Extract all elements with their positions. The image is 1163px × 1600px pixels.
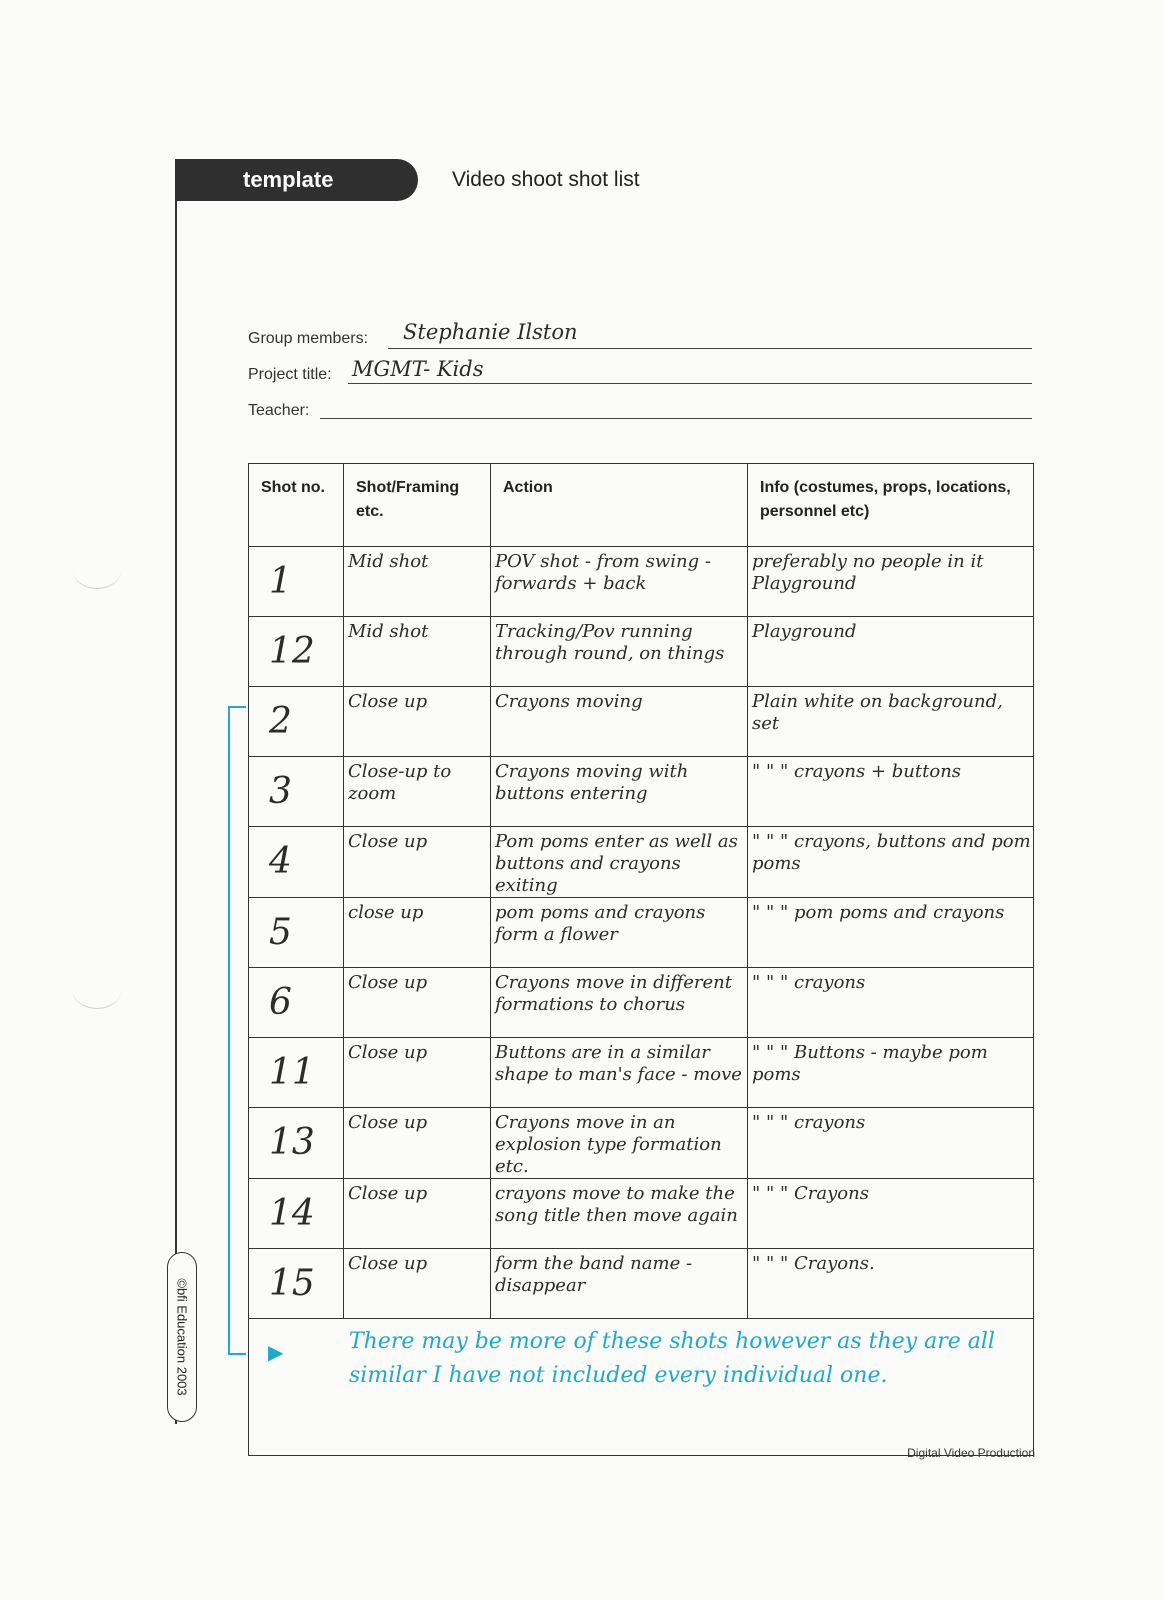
teacher-line [320, 418, 1032, 419]
framing-text: Close up [348, 1253, 428, 1274]
framing-cell[interactable] [344, 1249, 491, 1319]
group-members-line [388, 348, 1032, 349]
shot-number-text: 11 [269, 1052, 315, 1093]
project-title-label: Project title: [248, 366, 332, 383]
action-text: Buttons are in a similar shape to man's face - move [495, 1042, 742, 1085]
info-text: " " " Crayons [752, 1183, 869, 1204]
action-cell[interactable] [491, 547, 748, 617]
punch-hole-top [72, 548, 122, 589]
framing-text: Close up [348, 972, 428, 993]
framing-cell[interactable] [344, 827, 491, 898]
template-tab [175, 159, 418, 201]
action-cell[interactable] [491, 1179, 748, 1249]
info-cell[interactable] [748, 898, 1034, 968]
info-text: " " " crayons [752, 972, 866, 993]
group-members-label: Group members: [248, 330, 369, 347]
template-tab-label: template [243, 167, 334, 192]
action-text: Crayons move in an explosion type formation etc. [495, 1112, 722, 1177]
info-text: " " " pom poms and crayons [752, 902, 1005, 923]
arrow-icon: ▶ [268, 1342, 284, 1364]
shot-number-text: 12 [269, 631, 315, 672]
shot-number-cell[interactable] [249, 1108, 344, 1179]
info-cell[interactable] [748, 547, 1034, 617]
info-cell[interactable] [748, 757, 1034, 827]
shot-number-text: 2 [269, 701, 292, 742]
action-text: pom poms and crayons form a flower [495, 902, 706, 945]
framing-cell[interactable] [344, 1038, 491, 1108]
shot-number-cell[interactable] [249, 1179, 344, 1249]
framing-text: Mid shot [348, 551, 429, 572]
framing-cell[interactable] [344, 547, 491, 617]
framing-cell[interactable] [344, 1108, 491, 1179]
shot-number-text: 15 [269, 1263, 315, 1304]
column-header: Action [491, 464, 748, 547]
info-cell[interactable] [748, 827, 1034, 898]
shot-number-text: 5 [269, 912, 292, 953]
copyright-badge [167, 1252, 197, 1422]
info-text: " " " crayons, buttons and pom poms [752, 831, 1031, 874]
shot-number-cell[interactable] [249, 1249, 344, 1319]
framing-text: Close up [348, 1112, 428, 1133]
info-text: preferably no people in it Playground [752, 551, 984, 594]
info-cell[interactable] [748, 617, 1034, 687]
info-text: Playground [752, 621, 857, 642]
action-cell[interactable] [491, 898, 748, 968]
table-row [249, 827, 1034, 898]
info-cell[interactable] [748, 1249, 1034, 1319]
action-text: crayons move to make the song title then move again [495, 1183, 738, 1226]
punch-hole-bottom [72, 968, 122, 1009]
shot-number-text: 13 [269, 1122, 315, 1163]
framing-cell[interactable] [344, 968, 491, 1038]
table-row [249, 1108, 1034, 1179]
note-cell[interactable] [249, 1319, 1034, 1456]
info-text: " " " Buttons - maybe pom poms [752, 1042, 988, 1085]
action-cell[interactable] [491, 1108, 748, 1179]
action-cell[interactable] [491, 757, 748, 827]
framing-text: Close up [348, 691, 428, 712]
table-row [249, 687, 1034, 757]
action-cell[interactable] [491, 968, 748, 1038]
framing-cell[interactable] [344, 1179, 491, 1249]
table-row [249, 1038, 1034, 1108]
column-header: Shot no. [249, 464, 344, 547]
action-cell[interactable] [491, 617, 748, 687]
column-header: Info (costumes, props, locations, personnel etc) [748, 464, 1034, 547]
info-cell[interactable] [748, 1108, 1034, 1179]
info-cell[interactable] [748, 1179, 1034, 1249]
table-row [249, 757, 1034, 827]
shot-number-cell[interactable] [249, 898, 344, 968]
footer-text: Digital Video Production [907, 1446, 1035, 1460]
shot-number-cell[interactable] [249, 1038, 344, 1108]
action-text: Crayons move in different formations to chorus [495, 972, 732, 1015]
framing-cell[interactable] [344, 757, 491, 827]
info-text: " " " crayons [752, 1112, 866, 1133]
note-row [249, 1319, 1034, 1456]
shot-number-cell[interactable] [249, 827, 344, 898]
framing-text: Close up [348, 1183, 428, 1204]
action-text: Pom poms enter as well as buttons and crayons exiting [495, 831, 738, 896]
framing-cell[interactable] [344, 687, 491, 757]
action-cell[interactable] [491, 1249, 748, 1319]
table-row [249, 1249, 1034, 1319]
table-row [249, 898, 1034, 968]
action-text: Crayons moving with buttons entering [495, 761, 689, 804]
shot-number-cell[interactable] [249, 968, 344, 1038]
info-cell[interactable] [748, 1038, 1034, 1108]
table-header-row [249, 464, 1034, 547]
shot-list-table [248, 463, 1034, 1456]
info-text: " " " Crayons. [752, 1253, 875, 1274]
action-text: Tracking/Pov running through round, on things [495, 621, 725, 664]
framing-text: close up [348, 902, 424, 923]
group-members-value[interactable]: Stephanie Ilston [403, 320, 578, 344]
annotation-bracket [228, 706, 246, 1355]
framing-text: Close-up to zoom [348, 761, 452, 804]
action-cell[interactable] [491, 827, 748, 898]
shot-number-cell[interactable] [249, 687, 344, 757]
project-title-line [348, 383, 1032, 384]
shot-number-text: 14 [269, 1193, 315, 1234]
action-text: Crayons moving [495, 691, 643, 712]
shot-number-text: 1 [269, 561, 292, 602]
table-row [249, 547, 1034, 617]
note-text: There may be more of these shots however as they are all similar I have not included every individual one. [349, 1329, 995, 1388]
action-text: POV shot - from swing - forwards + back [495, 551, 711, 594]
framing-cell[interactable] [344, 898, 491, 968]
framing-text: Close up [348, 831, 428, 852]
shot-number-cell[interactable] [249, 547, 344, 617]
shot-number-text: 4 [269, 841, 292, 882]
shot-number-text: 3 [269, 771, 292, 812]
info-text: " " " crayons + buttons [752, 761, 962, 782]
left-margin-rule [175, 199, 177, 1424]
action-cell[interactable] [491, 1038, 748, 1108]
table-row [249, 617, 1034, 687]
framing-text: Mid shot [348, 621, 429, 642]
shot-number-text: 6 [269, 982, 292, 1023]
column-header: Shot/Framing etc. [344, 464, 491, 547]
table-row [249, 1179, 1034, 1249]
framing-cell[interactable] [344, 617, 491, 687]
info-cell[interactable] [748, 968, 1034, 1038]
shot-number-cell[interactable] [249, 757, 344, 827]
action-cell[interactable] [491, 687, 748, 757]
info-cell[interactable] [748, 687, 1034, 757]
action-text: form the band name - disappear [495, 1253, 693, 1296]
document-title: Video shoot shot list [452, 168, 640, 191]
project-title-value[interactable]: MGMT- Kids [352, 357, 484, 381]
teacher-label: Teacher: [248, 402, 310, 419]
table-row [249, 968, 1034, 1038]
shot-number-cell[interactable] [249, 617, 344, 687]
info-text: Plain white on background, set [752, 691, 1003, 734]
copyright-text: ©bfi Education 2003 [174, 1278, 190, 1396]
framing-text: Close up [348, 1042, 428, 1063]
